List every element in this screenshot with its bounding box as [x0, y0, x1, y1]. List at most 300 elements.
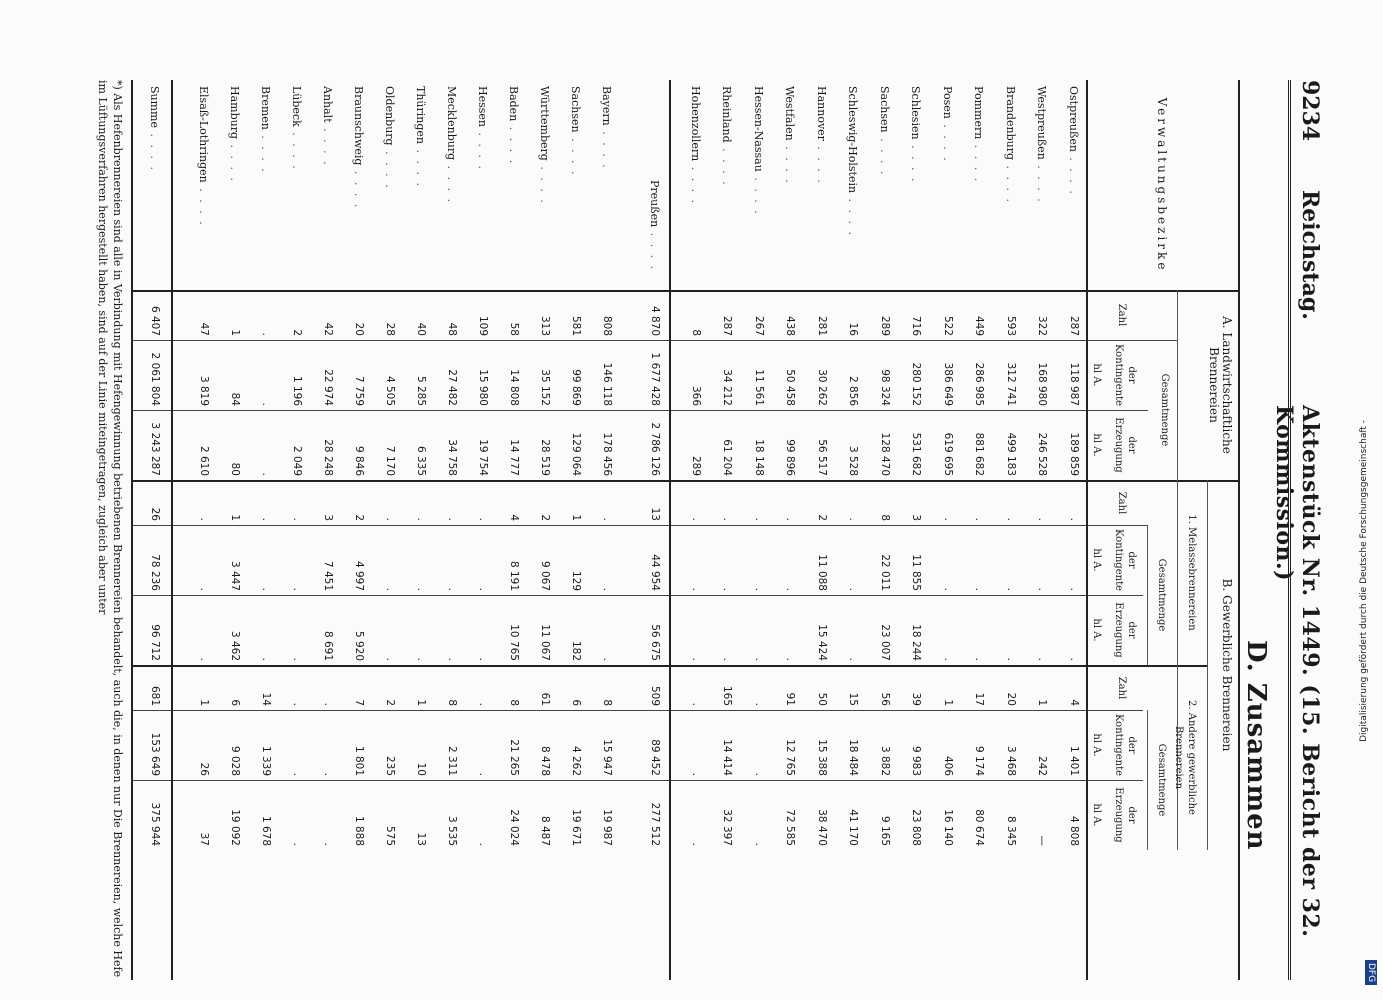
cell-kontingente-b2: 235	[384, 755, 396, 776]
leader-dots: . . . .	[752, 171, 765, 216]
cell-erzeugung-b1: .	[753, 657, 765, 661]
cell-zahl-b1: .	[973, 517, 986, 521]
cell-kontingente-b1: .	[690, 587, 702, 591]
cell-zahl-b1: 1	[570, 514, 582, 521]
cell-kontingente-a: 1 196	[291, 375, 303, 406]
cell-zahl-b2: 1	[942, 699, 954, 706]
cell-zahl-b2: 1	[415, 699, 427, 706]
cell-erzeugung-b2: 72 585	[784, 809, 797, 846]
leader-dots: . . . .	[476, 127, 489, 171]
leader-dots: . . . .	[507, 121, 520, 166]
total-rule-top	[171, 80, 173, 980]
cell-kontingente-a: 2 061 804	[149, 352, 161, 406]
cell-erzeugung-a: 3 243 287	[149, 422, 161, 476]
cell-erzeugung-b1: .	[784, 657, 797, 661]
district-name: Hohenzollern	[689, 86, 702, 162]
cell-kontingente-b2: 4 262	[570, 745, 582, 776]
row-label	[445, 86, 458, 204]
cell-erzeugung-a: .	[260, 472, 272, 476]
row-label	[910, 86, 923, 184]
cell-kontingente-b1: .	[1005, 587, 1017, 591]
cell-kontingente-b1: .	[198, 587, 210, 591]
cell-zahl-a: 20	[353, 322, 365, 336]
cell-zahl-b2: 91	[784, 692, 797, 706]
district-name: Elsaß-Lothringen	[197, 86, 210, 183]
cell-zahl-a: 16	[847, 322, 860, 336]
district-name: Hessen-Nassau	[752, 86, 765, 172]
cell-kontingente-a: 27 482	[446, 369, 458, 406]
cell-zahl-b1: .	[784, 517, 797, 521]
zahl-b2: Zahl	[1116, 676, 1127, 700]
cell-erzeugung-b1: .	[1005, 657, 1017, 661]
row-label	[689, 86, 702, 205]
cell-kontingente-a: 35 152	[539, 369, 551, 406]
cell-kontingente-b1: .	[415, 587, 427, 591]
leader-dots: . . . .	[148, 128, 161, 172]
cell-kontingente-b2: .	[291, 772, 303, 776]
cell-erzeugung-a: 246 528	[1036, 432, 1049, 476]
district-name: Rheinland	[720, 86, 734, 143]
leader-dots: . . . .	[815, 140, 828, 185]
cell-kontingente-b2: 10	[415, 762, 427, 776]
cell-zahl-a: 313	[539, 315, 551, 336]
group-a-header: A. Landwirtschaftliche Brennereien	[1207, 316, 1234, 454]
cell-erzeugung-a: 289	[690, 455, 702, 476]
cell-kontingente-b1: .	[942, 587, 954, 591]
district-name: Pommern	[972, 86, 986, 140]
cell-zahl-a: 322	[1036, 315, 1049, 336]
cell-erzeugung-b2: 375 944	[149, 802, 161, 846]
cell-erzeugung-b1: .	[1068, 657, 1080, 661]
cell-erzeugung-b2: 80 674	[973, 809, 986, 846]
cell-kontingente-b2: 1 401	[1068, 745, 1080, 776]
leader-dots: . . . .	[1067, 151, 1080, 196]
leader-dots: . . . .	[259, 129, 272, 174]
cell-zahl-b2: 15	[847, 692, 860, 706]
erzeugung-b2: der Erzeugung	[1113, 787, 1137, 843]
district-name: Ostpreußen	[1067, 86, 1080, 152]
cell-kontingente-a: 14 808	[508, 369, 520, 406]
cell-erzeugung-b2: .	[477, 842, 489, 846]
district-name: Braunschweig	[352, 86, 365, 166]
cell-erzeugung-b1: .	[260, 657, 272, 661]
cell-kontingente-a: 366	[690, 385, 702, 406]
leader-dots: . . . .	[1004, 160, 1017, 205]
head-rule	[1147, 525, 1148, 665]
cell-zahl-a: 48	[446, 322, 458, 336]
cell-erzeugung-a: 129 064	[570, 432, 582, 476]
cell-erzeugung-a: 128 470	[879, 432, 891, 476]
cell-zahl-b2: 7	[353, 699, 365, 706]
cell-kontingente-b1: .	[291, 587, 303, 591]
cell-erzeugung-b2: 1 678	[260, 815, 272, 846]
cell-erzeugung-a: 2 610	[198, 445, 210, 476]
cell-zahl-a: 522	[942, 315, 954, 336]
unit-label: hl A.	[1091, 548, 1102, 572]
cell-kontingente-a: 15 980	[477, 369, 489, 406]
leader-dots: . . . .	[538, 160, 551, 205]
cell-zahl-b1: .	[847, 517, 860, 521]
cell-zahl-b1: .	[198, 517, 210, 521]
cell-kontingente-b2: 153 649	[149, 732, 161, 776]
leader-dots: . . . .	[383, 145, 396, 190]
cell-zahl-b2: 6	[570, 699, 582, 706]
cell-erzeugung-b2: 277 512	[649, 802, 661, 846]
row-label	[1004, 86, 1017, 204]
header-bottom-rule	[1086, 80, 1088, 980]
cell-zahl-b2: 20	[1005, 692, 1017, 706]
row-label	[815, 86, 828, 185]
cell-kontingente-b1: 4 997	[353, 560, 365, 591]
cell-kontingente-a: 312 741	[1005, 362, 1017, 406]
district-name: Brandenburg	[1004, 86, 1017, 161]
digitization-note: Digitalisierung gefördert durch die Deutsche Forschungsgemeinschaft -	[1359, 420, 1369, 742]
gesamtmenge-a: Gesamtmenge	[1159, 373, 1170, 447]
leader-dots: . . . .	[846, 193, 860, 238]
cell-zahl-a: 1	[229, 329, 241, 336]
cell-zahl-b2: .	[322, 702, 334, 706]
cell-zahl-a: 42	[322, 322, 334, 336]
row-label	[228, 86, 241, 183]
cell-kontingente-a: 118 987	[1068, 362, 1080, 406]
col-divider	[133, 290, 1240, 292]
cell-zahl-b1: .	[721, 517, 734, 521]
row-label	[1036, 86, 1049, 204]
cell-erzeugung-b1: 96 712	[149, 624, 161, 661]
district-name: Preußen	[648, 180, 661, 228]
cell-kontingente-b2: 15 947	[601, 739, 613, 776]
cell-zahl-b1: .	[1005, 517, 1017, 521]
cell-erzeugung-b1: .	[446, 657, 458, 661]
cell-zahl-a: 109	[477, 315, 489, 336]
kontingente-a: der Kontingente	[1113, 343, 1137, 407]
col-divider	[133, 595, 1143, 596]
cell-erzeugung-b2: 19 671	[570, 809, 582, 846]
cell-zahl-b1: .	[477, 517, 489, 521]
row-label	[973, 86, 986, 183]
cell-kontingente-a: 5 285	[415, 375, 427, 406]
cell-kontingente-b2: 406	[942, 755, 954, 776]
cell-zahl-b1: .	[291, 517, 303, 521]
leader-dots: . . . .	[414, 144, 427, 188]
erzeugung-b1: der Erzeugung	[1113, 602, 1137, 658]
district-name: Westfalen	[783, 86, 797, 141]
cell-zahl-b2: .	[477, 702, 489, 706]
cell-erzeugung-a: 499 183	[1005, 432, 1017, 476]
cell-erzeugung-b2: 37	[198, 832, 210, 846]
leader-dots: . . . .	[352, 165, 365, 210]
cell-zahl-a: 287	[1068, 315, 1080, 336]
cell-zahl-b1: 2	[816, 514, 828, 521]
cell-erzeugung-b1: 15 424	[816, 624, 828, 661]
unit-label: hl A.	[1091, 733, 1102, 757]
cell-kontingente-b2: 1 801	[353, 745, 365, 776]
district-name: Hamburg	[228, 86, 241, 140]
district-name: Mecklenburg	[445, 86, 458, 161]
cell-kontingente-b1: 78 236	[149, 554, 161, 591]
cell-zahl-b1: 26	[149, 507, 161, 521]
cell-kontingente-b2: 9 983	[910, 745, 923, 776]
unit-label: hl A.	[1091, 803, 1102, 827]
row-label	[721, 86, 734, 187]
head-rule	[1147, 710, 1148, 850]
cell-zahl-b2: .	[753, 702, 765, 706]
cell-erzeugung-b1: 23 007	[879, 624, 891, 661]
cell-zahl-b1: .	[753, 517, 765, 521]
cell-kontingente-a: 50 458	[784, 369, 797, 406]
cell-zahl-a: 593	[1005, 315, 1017, 336]
cell-zahl-b1: 1	[229, 514, 241, 521]
cell-kontingente-a: 386 649	[942, 362, 954, 406]
cell-zahl-b2: 2	[384, 699, 396, 706]
district-name: Posen	[941, 86, 954, 119]
cell-erzeugung-b1: .	[721, 657, 734, 661]
district-name: Oldenburg	[383, 86, 396, 146]
cell-kontingente-b1: .	[784, 587, 797, 591]
cell-kontingente-b1: 44 954	[649, 554, 661, 591]
cell-erzeugung-a: 2 049	[291, 445, 303, 476]
cell-kontingente-b1: .	[260, 587, 272, 591]
row-label	[569, 86, 582, 177]
row-label	[383, 86, 396, 190]
cell-kontingente-b1: .	[753, 587, 765, 591]
leader-dots: . . . .	[197, 182, 210, 227]
cell-erzeugung-a: 531 682	[910, 432, 923, 476]
cell-zahl-b2: 50	[816, 692, 828, 706]
cell-kontingente-b1: .	[1068, 587, 1080, 591]
leader-dots: . . . .	[720, 142, 734, 187]
cell-zahl-a: 716	[910, 315, 923, 336]
cell-kontingente-b2: 21 265	[508, 739, 520, 776]
cell-kontingente-b1: 7 451	[322, 560, 334, 591]
col-divider	[133, 480, 1240, 482]
row-label	[847, 86, 860, 237]
cell-erzeugung-b2: .	[690, 842, 702, 846]
cell-erzeugung-a: 28 248	[322, 439, 334, 476]
cell-kontingente-a: 98 324	[879, 369, 891, 406]
cell-kontingente-b1: .	[973, 587, 986, 591]
cell-erzeugung-b2: 575	[384, 825, 396, 846]
cell-erzeugung-a: 3 528	[847, 445, 860, 476]
cell-zahl-b1: .	[260, 517, 272, 521]
cell-erzeugung-a: 6 335	[415, 445, 427, 476]
cell-zahl-b2: 14	[260, 692, 272, 706]
cell-kontingente-b2: 15 388	[816, 739, 828, 776]
unit-label: hl A.	[1091, 618, 1102, 642]
cell-zahl-b1: 3	[910, 514, 923, 521]
cell-zahl-b1: .	[601, 517, 613, 521]
cell-zahl-b1: .	[446, 517, 458, 521]
cell-kontingente-b2: 8 478	[539, 745, 551, 776]
cell-kontingente-b2: .	[322, 772, 334, 776]
cell-kontingente-b2: 2 311	[446, 745, 458, 776]
cell-zahl-a: 47	[198, 322, 210, 336]
cell-zahl-b2: 509	[649, 685, 661, 706]
row-label	[259, 86, 272, 174]
cell-erzeugung-a: 178 456	[601, 432, 613, 476]
cell-kontingente-a: 84	[229, 392, 241, 406]
cell-erzeugung-b1: .	[847, 657, 860, 661]
cell-kontingente-b2: 14 414	[721, 739, 734, 776]
col-divider	[133, 410, 1148, 411]
cell-kontingente-a: 2 856	[847, 375, 860, 406]
leader-dots: . . . .	[689, 161, 702, 206]
cell-erzeugung-b1: 5 920	[353, 630, 365, 661]
cell-erzeugung-b1: .	[291, 657, 303, 661]
cell-erzeugung-b2: 16 140	[942, 809, 954, 846]
footnote: *) Als Hefenbrennereien sind alle in Verbindung mit Hefengewinnung betriebenen Brennereien behandelt, auch die, in denen nur Die Brennereien, welche Hefe im Lüftungsverfahren hergestellt haben, sind auf der Linie miteingetragen, zugleich aber unter	[96, 80, 124, 978]
cell-zahl-a: 581	[570, 315, 582, 336]
leader-dots: . . . .	[290, 126, 303, 171]
district-name: Württemberg	[538, 86, 551, 161]
cell-erzeugung-b2: .	[291, 842, 303, 846]
header-rule	[1288, 80, 1291, 980]
row-label	[290, 86, 303, 171]
cell-erzeugung-a: 34 758	[446, 439, 458, 476]
cell-kontingente-b1: 8 191	[508, 560, 520, 591]
cell-erzeugung-b1: 10 765	[508, 624, 520, 661]
cell-erzeugung-a: 80	[229, 462, 241, 476]
district-name: Sachsen	[878, 86, 891, 133]
cell-zahl-a: 449	[973, 315, 986, 336]
cell-zahl-a: .	[260, 332, 272, 336]
cell-kontingente-b1: .	[446, 587, 458, 591]
row-label	[648, 180, 661, 271]
district-header: Verwaltungsbezirke	[1155, 97, 1169, 273]
row-label	[507, 86, 520, 165]
cell-zahl-a: 2	[291, 329, 303, 336]
cell-kontingente-b2: .	[477, 772, 489, 776]
leader-dots: . . . .	[445, 160, 458, 205]
row-label	[1067, 86, 1080, 196]
cell-erzeugung-b2: 24 024	[508, 809, 520, 846]
district-name: Hannover	[815, 86, 828, 141]
cell-erzeugung-a: 189 859	[1068, 432, 1080, 476]
cell-zahl-b2: 39	[910, 692, 923, 706]
cell-zahl-b1: 8	[879, 514, 891, 521]
cell-kontingente-a: .	[260, 402, 272, 406]
cell-kontingente-a: 146 118	[601, 362, 613, 406]
cell-kontingente-b2: 1 339	[260, 745, 272, 776]
cell-kontingente-a: 99 869	[570, 369, 582, 406]
cell-erzeugung-b1: .	[415, 657, 427, 661]
page-number: 9234	[1297, 80, 1323, 142]
cell-kontingente-a: 3 819	[198, 375, 210, 406]
cell-erzeugung-a: 14 777	[508, 439, 520, 476]
district-name: Westpreußen	[1035, 86, 1049, 160]
cell-zahl-b1: .	[384, 517, 396, 521]
row-label	[321, 86, 334, 167]
cell-zahl-b2: .	[291, 702, 303, 706]
header-left: Reichstag.	[1297, 190, 1323, 320]
cell-erzeugung-b2: 41 170	[847, 809, 860, 846]
cell-kontingente-a: 286 985	[973, 362, 986, 406]
leader-dots: . . . .	[1035, 159, 1049, 204]
cell-erzeugung-b2: .	[753, 842, 765, 846]
cell-erzeugung-a: 9 846	[353, 445, 365, 476]
cell-erzeugung-b2: 3 535	[446, 815, 458, 846]
leader-dots: . . . .	[941, 118, 954, 163]
cell-erzeugung-b2: 32 397	[721, 809, 734, 846]
district-name: Thüringen	[414, 86, 427, 145]
cell-erzeugung-a: 881 682	[973, 432, 986, 476]
cell-kontingente-b2: 3 468	[1005, 745, 1017, 776]
cell-kontingente-b2: 3 882	[879, 745, 891, 776]
total-rule-bottom	[131, 80, 133, 980]
district-name: Anhalt	[321, 86, 334, 123]
cell-kontingente-b2: 9 028	[229, 745, 241, 776]
cell-zahl-b1: 2	[353, 514, 365, 521]
cell-kontingente-b1: .	[721, 587, 734, 591]
row-label	[148, 86, 161, 172]
leader-dots: . . . .	[600, 125, 613, 170]
district-name: Summe	[148, 86, 161, 128]
cell-zahl-a: 287	[721, 315, 734, 336]
row-label	[352, 86, 365, 209]
cell-erzeugung-b2: 8 487	[539, 815, 551, 846]
row-label	[476, 86, 489, 171]
cell-zahl-b1: .	[942, 517, 954, 521]
cell-kontingente-b1: 11 088	[816, 554, 828, 591]
erzeugung-a: der Erzeugung	[1113, 417, 1137, 473]
cell-erzeugung-b1: 18 244	[910, 624, 923, 661]
cell-zahl-a: 281	[816, 315, 828, 336]
row-label	[538, 86, 551, 205]
head-rule	[1177, 290, 1178, 480]
leader-dots: . . . .	[321, 122, 334, 167]
kontingente-b2: der Kontingente	[1113, 713, 1137, 777]
unit-label: hl A.	[1091, 363, 1102, 387]
district-name: Baden	[507, 86, 520, 122]
cell-zahl-b2: 8	[601, 699, 613, 706]
zahl-b1: Zahl	[1116, 491, 1127, 515]
cell-kontingente-a: 280 152	[910, 362, 923, 406]
cell-erzeugung-a: 2 786 126	[649, 422, 661, 476]
cell-erzeugung-a: 18 148	[753, 439, 765, 476]
district-name: Hessen	[476, 86, 489, 127]
cell-erzeugung-b1: .	[942, 657, 954, 661]
cell-erzeugung-b1: 56 675	[649, 624, 661, 661]
sub1-header: 1. Melassebrennereien	[1186, 514, 1197, 631]
district-name: Lübeck	[290, 86, 303, 127]
leader-dots: . . . .	[569, 132, 582, 177]
cell-zahl-b2: 165	[721, 685, 734, 706]
cell-erzeugung-a: 19 754	[477, 439, 489, 476]
cell-erzeugung-b2: .	[322, 842, 334, 846]
cell-erzeugung-b2: 1 888	[353, 815, 365, 846]
cell-erzeugung-b2: 13	[415, 832, 427, 846]
table-top-rule	[1238, 80, 1240, 980]
cell-zahl-b2: 61	[539, 692, 551, 706]
cell-erzeugung-b2: 38 470	[816, 809, 828, 846]
cell-zahl-a: 808	[601, 315, 613, 336]
cell-kontingente-a: 34 212	[721, 369, 734, 406]
row-label	[197, 86, 210, 227]
cell-erzeugung-b1: .	[973, 657, 986, 661]
leader-dots: . . . .	[972, 139, 986, 184]
cell-zahl-b2: .	[690, 702, 702, 706]
cell-kontingente-a: 7 759	[353, 375, 365, 406]
cell-zahl-b2: 6	[229, 699, 241, 706]
cell-zahl-b2: 56	[879, 692, 891, 706]
cell-erzeugung-b2: —	[1036, 835, 1049, 846]
cell-erzeugung-a: 619 695	[942, 432, 954, 476]
leader-dots: . . . .	[783, 140, 797, 185]
cell-kontingente-a: 168 980	[1036, 362, 1049, 406]
cell-kontingente-b1: 9 067	[539, 560, 551, 591]
cell-kontingente-b1: .	[1036, 587, 1049, 591]
row-label	[414, 86, 427, 188]
